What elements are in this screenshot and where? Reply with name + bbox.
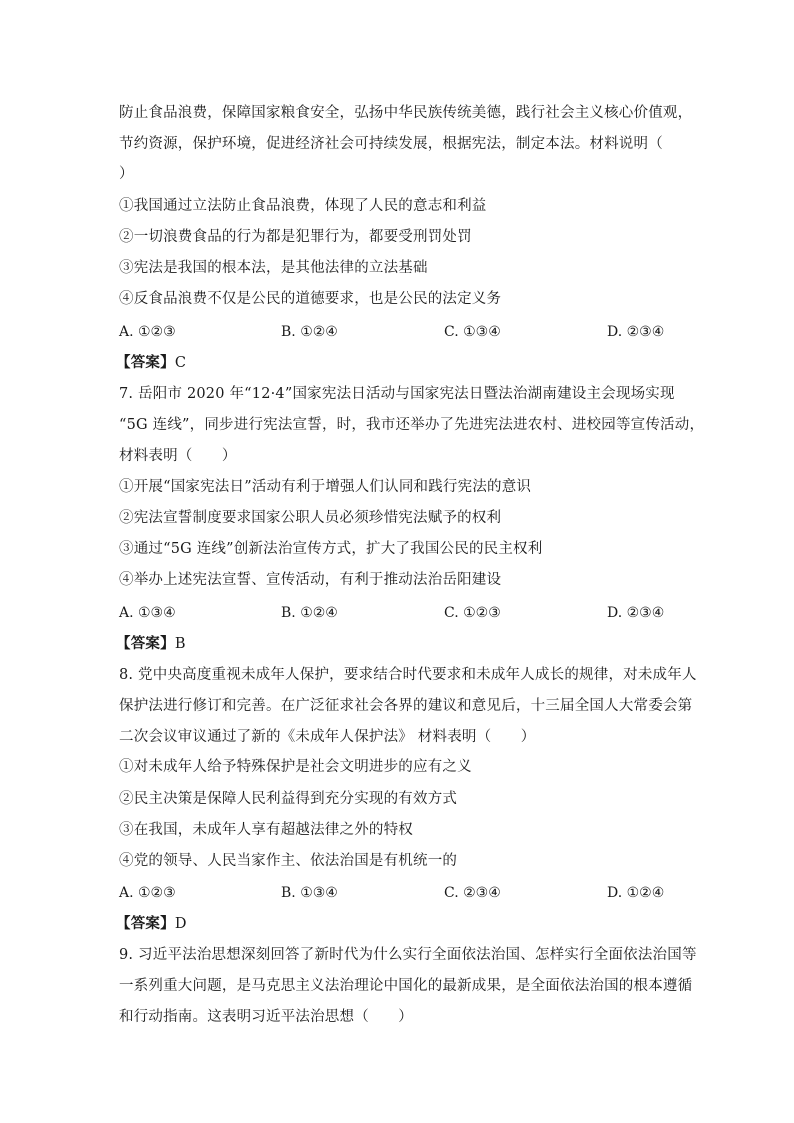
text-line: “5G 连线”，同步进行宪法宣誓，时，我市还举办了先进宪法进农村、进校园等宣传活动， xyxy=(119,417,705,433)
answer-options xyxy=(119,324,679,344)
text-line: 防止食品浪费，保障国家粮食安全，弘扬中华民族传统美德，践行社会主义核心价值观， xyxy=(119,105,693,121)
option-c: C. ②③④ xyxy=(444,885,501,901)
text-line: ） xyxy=(119,166,134,182)
answer-options xyxy=(119,605,679,625)
answer-key xyxy=(116,914,676,934)
option-a: A. ①③④ xyxy=(119,605,176,621)
answer-value: C xyxy=(174,355,187,371)
text-line: ①开展“国家宪法日”活动有利于增强人们认同和践行宪法的意识 xyxy=(119,479,532,495)
text-line: ③通过“5G 连线”创新法治宣传方式，扩大了我国公民的民主权利 xyxy=(119,541,543,557)
option-b: B. ①③④ xyxy=(281,885,338,901)
text-line: 材料表明（ ） xyxy=(119,448,237,464)
text-line: 节约资源，保护环境，促进经济社会可持续发展，根据宪法，制定本法。材料说明（ xyxy=(119,136,663,152)
text-line: 8. 党中央高度重视未成年人保护，要求结合时代要求和未成年人成长的规律，对未成年人 xyxy=(119,667,697,683)
answer-options xyxy=(119,885,679,905)
text-line: 一系列重大问题，是马克思主义法治理论中国化的最新成果，是全面依法治国的根本遵循 xyxy=(119,978,693,994)
text-line: 9. 习近平法治思想深刻回答了新时代为什么实行全面依法治国、怎样实行全面依法治国等 xyxy=(119,947,697,963)
text-line: ④举办上述宪法宣誓、宣传活动，有利于推动法治岳阳建设 xyxy=(119,572,502,588)
option-b: B. ①②④ xyxy=(281,324,338,340)
answer-label: 【答案】 xyxy=(116,354,175,371)
text-line: ①对未成年人给予特殊保护是社会文明进步的应有之义 xyxy=(119,759,472,775)
text-line: ②一切浪费食品的行为都是犯罪行为，都要受刑罚处罚 xyxy=(119,229,472,245)
option-d: D. ②③④ xyxy=(607,605,665,621)
text-line: ②宪法宣誓制度要求国家公职人员必须珍惜宪法赋予的权利 xyxy=(119,510,502,526)
answer-label: 【答案】 xyxy=(116,635,175,652)
answer-value: B xyxy=(174,636,186,652)
answer-value: D xyxy=(174,916,187,932)
text-line: ④党的领导、人民当家作主、依法治国是有机统一的 xyxy=(119,853,458,869)
option-d: D. ①②④ xyxy=(607,885,665,901)
option-a: A. ①②③ xyxy=(119,885,176,901)
answer-key xyxy=(116,634,676,654)
option-c: C. ①②③ xyxy=(444,605,501,621)
text-line: ②民主决策是保障人民利益得到充分实现的有效方式 xyxy=(119,791,458,807)
text-line: 保护法进行修订和完善。在广泛征求社会各界的建议和意见后，十三届全国人大常委会第 xyxy=(119,698,693,714)
answer-label: 【答案】 xyxy=(116,915,175,932)
option-c: C. ①③④ xyxy=(444,324,501,340)
option-b: B. ①②④ xyxy=(281,605,338,621)
option-a: A. ①②③ xyxy=(119,324,176,340)
text-line: ①我国通过立法防止食品浪费，体现了人民的意志和利益 xyxy=(119,198,487,214)
answer-key xyxy=(116,353,676,373)
text-line: ③宪法是我国的根本法，是其他法律的立法基础 xyxy=(119,260,428,276)
text-line: 二次会议审议通过了新的《未成年人保护法》 材料表明（ ） xyxy=(119,729,536,745)
text-line: ③在我国，未成年人享有超越法律之外的特权 xyxy=(119,822,413,838)
text-line: ④反食品浪费不仅是公民的道德要求，也是公民的法定义务 xyxy=(119,291,502,307)
option-d: D. ②③④ xyxy=(607,324,665,340)
text-line: 7. 岳阳市 2020 年“12·4”国家宪法日活动与国家宪法日暨法治湖南建设主会现场实现 xyxy=(119,386,675,402)
text-line: 和行动指南。这表明习近平法治思想（ ） xyxy=(119,1009,413,1025)
